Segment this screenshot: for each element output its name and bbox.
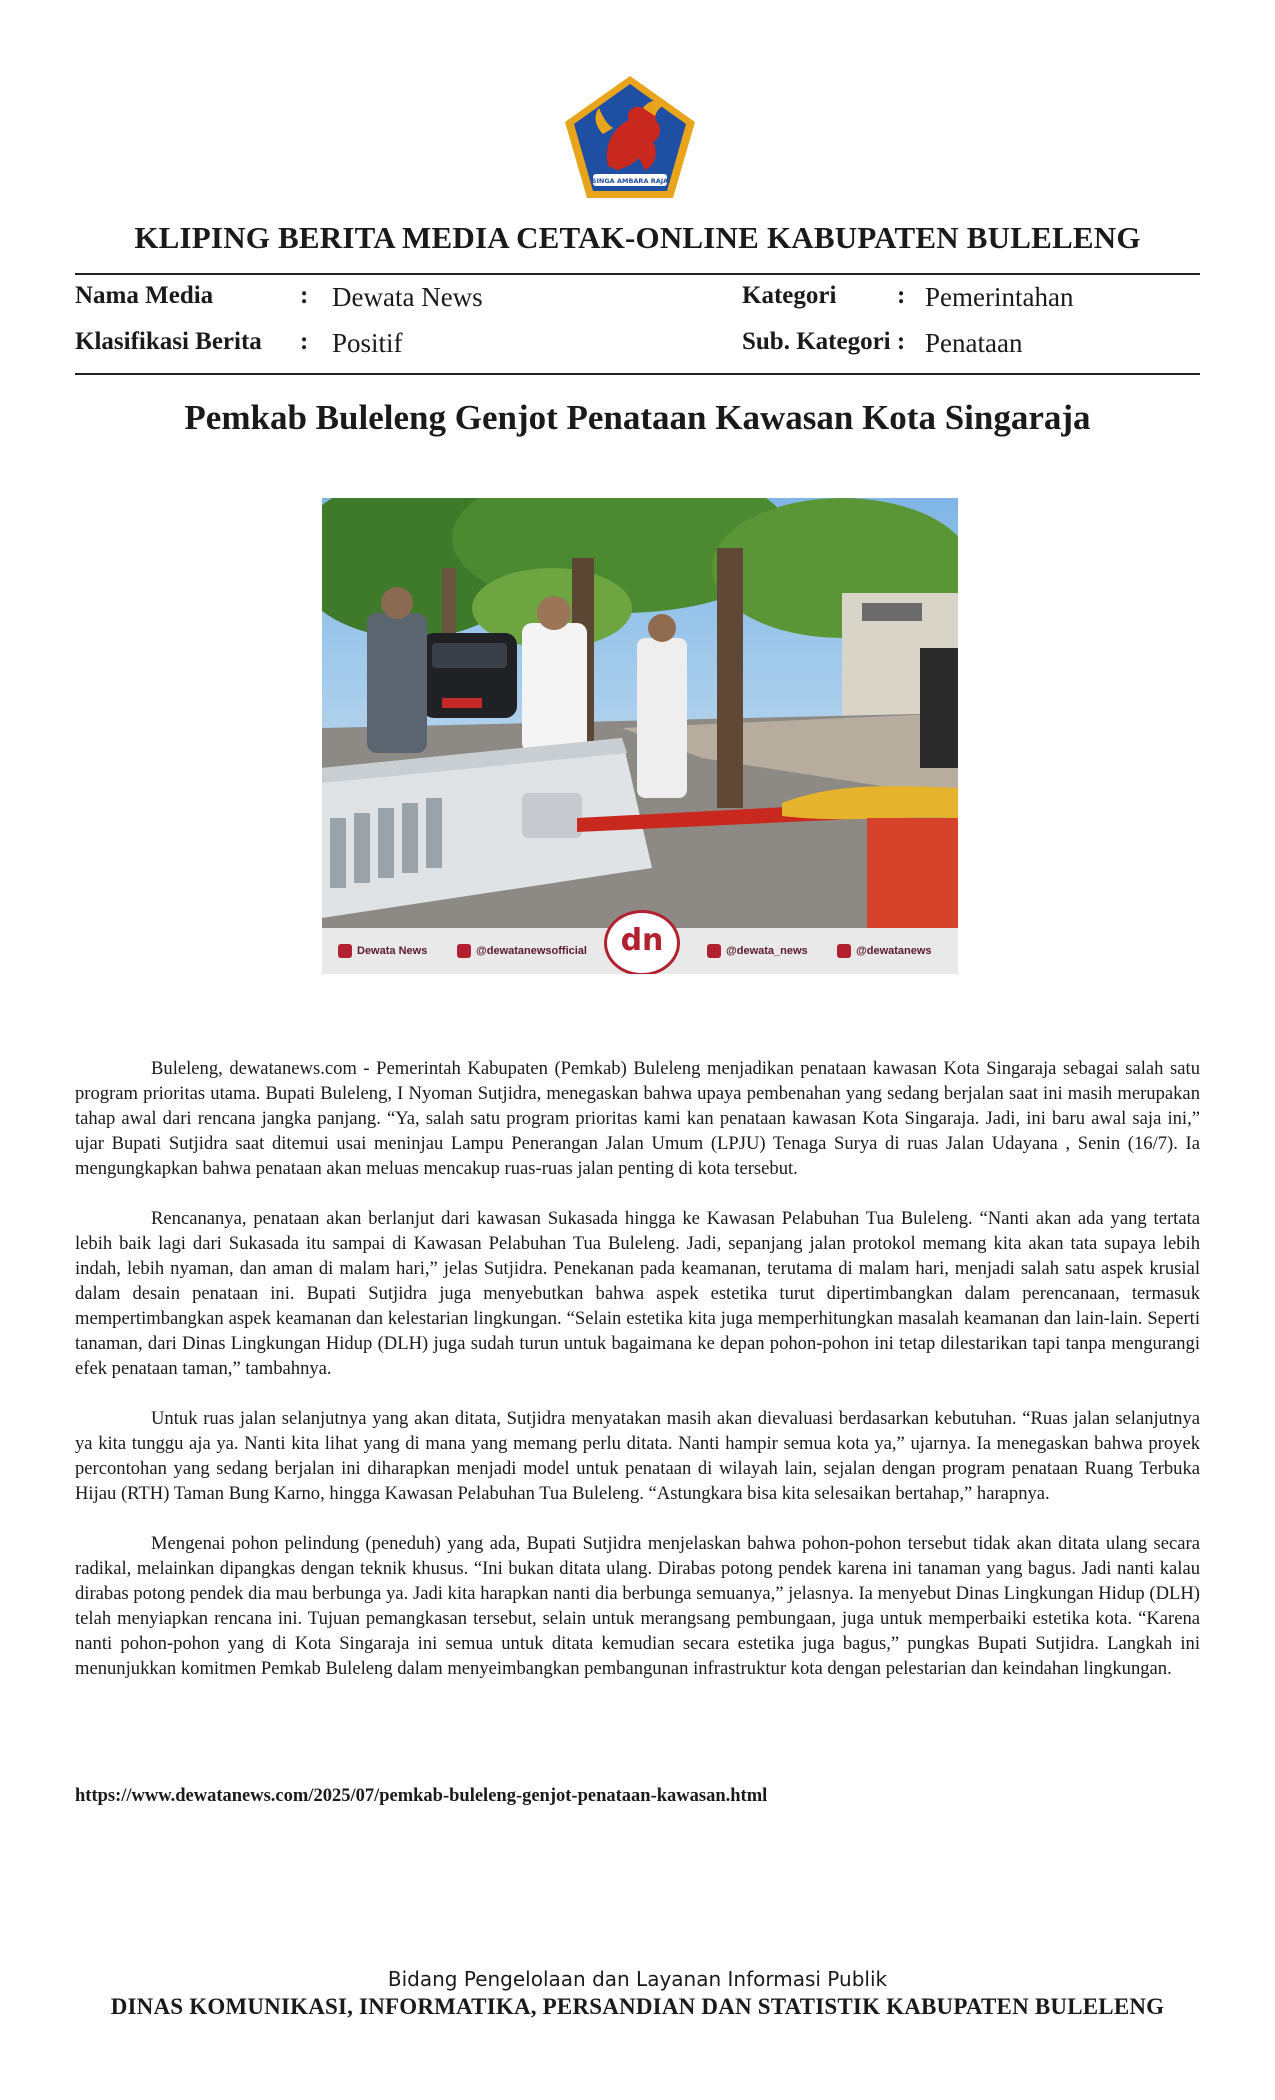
photo-social-bar xyxy=(322,923,958,974)
facebook-icon xyxy=(338,944,352,958)
logo-ribbon-text: SINGA AMBARA RAJA xyxy=(591,177,669,185)
tiktok-icon xyxy=(837,944,851,958)
header-rule-bottom xyxy=(75,373,1200,375)
instagram-handle: @dewatanewsofficial xyxy=(457,944,587,958)
twitter-icon xyxy=(707,944,721,958)
article-photo xyxy=(322,498,958,974)
footer-subtitle: Bidang Pengelolaan dan Layanan Informasi Publik xyxy=(387,1967,888,1991)
article-paragraph: Mengenai pohon pelindung (peneduh) yang ada, Bupati Sutjidra menjelaskan bahwa pohon-pohon tersebut tidak akan ditata ulang secara radikal, melainkan dipangkas dengan teknik khusus. “Ini bukan ditata ulang. Dirabas potong pendek karena ini tanaman yang bagus. Jadi nanti kalau dirabas potong pendek dia mau berbunga ya. Jadi kita harapkan nanti dia berbunga semuanya,” jelasnya. Ia menyebut Dinas Lingkungan Hidup (DLH) telah menyiapkan rencana ini. Tujuan pemangkasan tersebut, selain untuk merangsang pembungaan, juga untuk memperbaiki estetika kota. “Karena nanti pohon-pohon yang di Kota Singaraja ini semua untuk ditata kemudian secara estetika juga bagus,” pungkas Bupati Sutjidra. Langkah ini menunjukkan komitmen Pemkab Buleleng dalam menyeimbangkan pembangunan infrastruktur kota dengan pelestarian dan keindahan lingkungan. xyxy=(75,1533,1200,1679)
article-paragraph: Untuk ruas jalan selanjutnya yang akan ditata, Sutjidra menyatakan masih akan dievaluasi berdasarkan kebutuhan. “Ruas jalan selanjutnya ya kita tunggu aja ya. Nanti kita lihat yang di mana yang memang perlu ditata. Nanti hampir semua kota ya,” ujarnya. Ia menegaskan bahwa proyek percontohan yang sedang berjalan ini diharapkan menjadi model untuk penataan di wilayah lain, sejalan dengan program penataan Ruang Terbuka Hijau (RTH) Taman Bung Karno, hingga Kawasan Pelabuhan Tua Buleleng. “Astungkara bisa kita selesaikan bertahap,” harapnya. xyxy=(75,1408,1200,1504)
kategori-colon: : xyxy=(897,282,906,309)
klasifikasi-label: Klasifikasi Berita xyxy=(75,328,262,355)
tiktok-handle: @dewatanews xyxy=(837,944,932,958)
media-colon: : xyxy=(300,282,309,309)
header-rule-top xyxy=(75,273,1200,275)
article-paragraph: Rencananya, penataan akan berlanjut dari kawasan Sukasada hingga ke Kawasan Pelabuhan Tua Buleleng. “Nanti akan ada yang tertata lebih baik lagi dari Sukasada itu sampai di Kawasan Pelabuhan Tua Buleleng. Jadi, sepanjang jalan protokol memang kita akan tata supaya lebih indah, lebih nyaman, dan aman di malam hari,” jelas Sutjidra. Penekanan pada keamanan, terutama di malam hari, menjadi salah satu aspek krusial dalam desain penataan ini. Bupati Sutjidra juga menyebutkan bahwa aspek estetika turut dipertimbangkan dalam perencanaan, termasuk mempertimbangkan aspek keamanan dan kelestarian lingkungan. “Selain estetika kita juga memperhitungkan masalah keamanan dan lain-lain. Seperti tanaman, dari Dinas Lingkungan Hidup (DLH) juga sudah turun untuk bagaimana ke depan pohon-pohon ini tetap dilestarikan tapi tanpa mengurangi efek penataan taman,” tambahnya. xyxy=(75,1208,1200,1379)
article-body xyxy=(75,1056,1200,1706)
media-value: Dewata News xyxy=(332,282,483,312)
article-source-link[interactable]: https://www.dewatanews.com/2025/07/pemkab-buleleng-genjot-penataan-kawasan.html xyxy=(75,1786,768,1806)
subkategori-label: Sub. Kategori : xyxy=(742,328,906,355)
facebook-handle: Dewata News xyxy=(338,944,427,958)
media-label: Nama Media xyxy=(75,282,214,309)
article-headline: Pemkab Buleleng Genjot Penataan Kawasan Kota Singaraja xyxy=(184,398,1091,437)
klasifikasi-colon: : xyxy=(300,328,309,355)
kategori-label: Kategori xyxy=(742,282,837,309)
subkategori-value: Penataan xyxy=(925,328,1023,358)
kliping-title: KLIPING BERITA MEDIA CETAK-ONLINE KABUPATEN BULELENG xyxy=(134,220,1141,255)
dewata-news-badge: dn xyxy=(604,910,680,974)
kategori-value: Pemerintahan xyxy=(925,282,1074,312)
article-paragraph: Buleleng, dewatanews.com - Pemerintah Kabupaten (Pemkab) Buleleng menjadikan penataan kawasan Kota Singaraja sebagai salah satu program prioritas utama. Bupati Buleleng, I Nyoman Sutjidra, menegaskan bahwa upaya pembenahan yang sedang berjalan saat ini masih merupakan tahap awal dari rencana jangka panjang. “Ya, salah satu program prioritas kami kan penataan kawasan Kota Singaraja. Jadi, ini baru awal saja ini,” ujar Bupati Sutjidra saat ditemui usai meninjau Lampu Penerangan Jalan Umum (LPJU) Tenaga Surya di ruas Jalan Udayana , Senin (16/7). Ia mengungkapkan bahwa penataan akan meluas mencakup ruas-ruas jalan penting di kota tersebut. xyxy=(75,1058,1200,1179)
twitter-handle: @dewata_news xyxy=(707,944,808,958)
klasifikasi-value: Positif xyxy=(332,328,403,358)
instagram-icon xyxy=(457,944,471,958)
buleleng-logo xyxy=(563,74,697,202)
footer-title: DINAS KOMUNIKASI, INFORMATIKA, PERSANDIAN DAN STATISTIK KABUPATEN BULELENG xyxy=(110,1994,1165,2019)
